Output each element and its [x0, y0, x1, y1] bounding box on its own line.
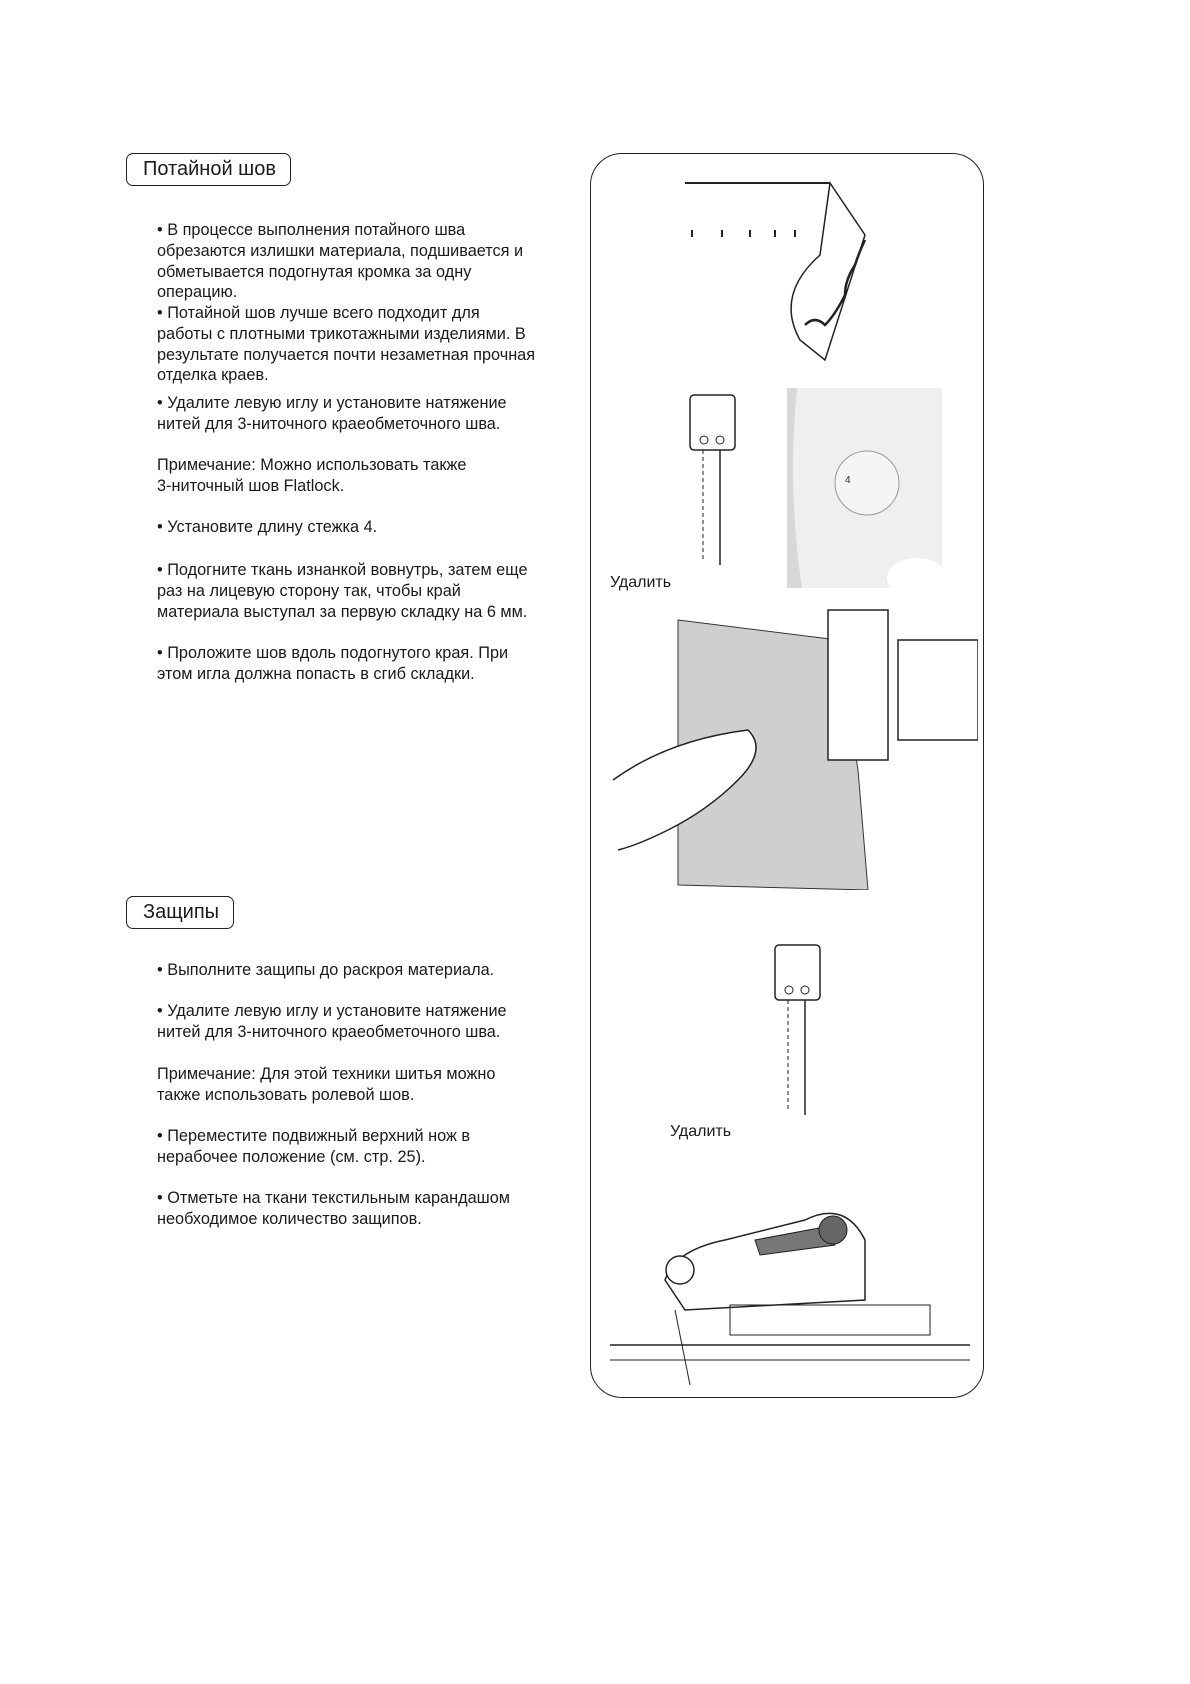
paragraph: • Выполните защипы до раскроя материала.: [157, 961, 495, 979]
paragraph: • Установите длину стежка 4.: [157, 518, 378, 536]
remove-needle-label-2: Удалить: [670, 1123, 732, 1140]
paragraph: • Переместите подвижный верхний нож в нерабочее положение (см. стр. 25).: [157, 1127, 471, 1166]
upper-knife-illustration: [605, 1160, 970, 1390]
blind-hem-stitch-illustration: [680, 175, 880, 375]
dial-number: 4: [845, 475, 851, 486]
paragraph: • Подогните ткань изнанкой вовнутрь, затем еще раз на лицевую сторону так, чтобы край материала выступал за первую складку на 6 мм.: [157, 561, 528, 621]
tension-dial-photo: [787, 388, 942, 588]
paragraph: • Удалите левую иглу и установите натяжение нитей для 3-ниточного краеобметочного шва.: [157, 394, 507, 433]
remove-needle-label: Удалить: [610, 574, 672, 591]
paragraph: • Отметьте на ткани текстильным карандашом необходимое количество защипов.: [157, 1189, 510, 1228]
section-title-pintucks: Защипы: [126, 896, 234, 929]
paragraph: • Потайной шов лучше всего подходит для работы с плотными трикотажными изделиями. В результате получается почти незаметная прочная отделка краев.: [157, 304, 536, 385]
fabric-feeding-illustration: [608, 600, 978, 890]
paragraph: • Проложите шов вдоль подогнутого края. При этом игла должна попасть в сгиб складки.: [157, 644, 509, 683]
needle-clamp-illustration: [680, 390, 750, 580]
note: Примечание: Можно использовать также 3-ниточный шов Flatlock.: [157, 456, 467, 495]
section-title-blind-hem: Потайной шов: [126, 153, 291, 186]
paragraph: • Удалите левую иглу и установите натяжение нитей для 3-ниточного краеобметочного шва.: [157, 1002, 507, 1041]
paragraph: • В процессе выполнения потайного шва обрезаются излишки материала, подшивается и обметывается подогнутая кромка за одну операцию.: [157, 221, 524, 302]
needle-clamp-illustration-2: [765, 940, 835, 1130]
note: Примечание: Для этой техники шитья можно также использовать ролевой шов.: [157, 1065, 496, 1104]
